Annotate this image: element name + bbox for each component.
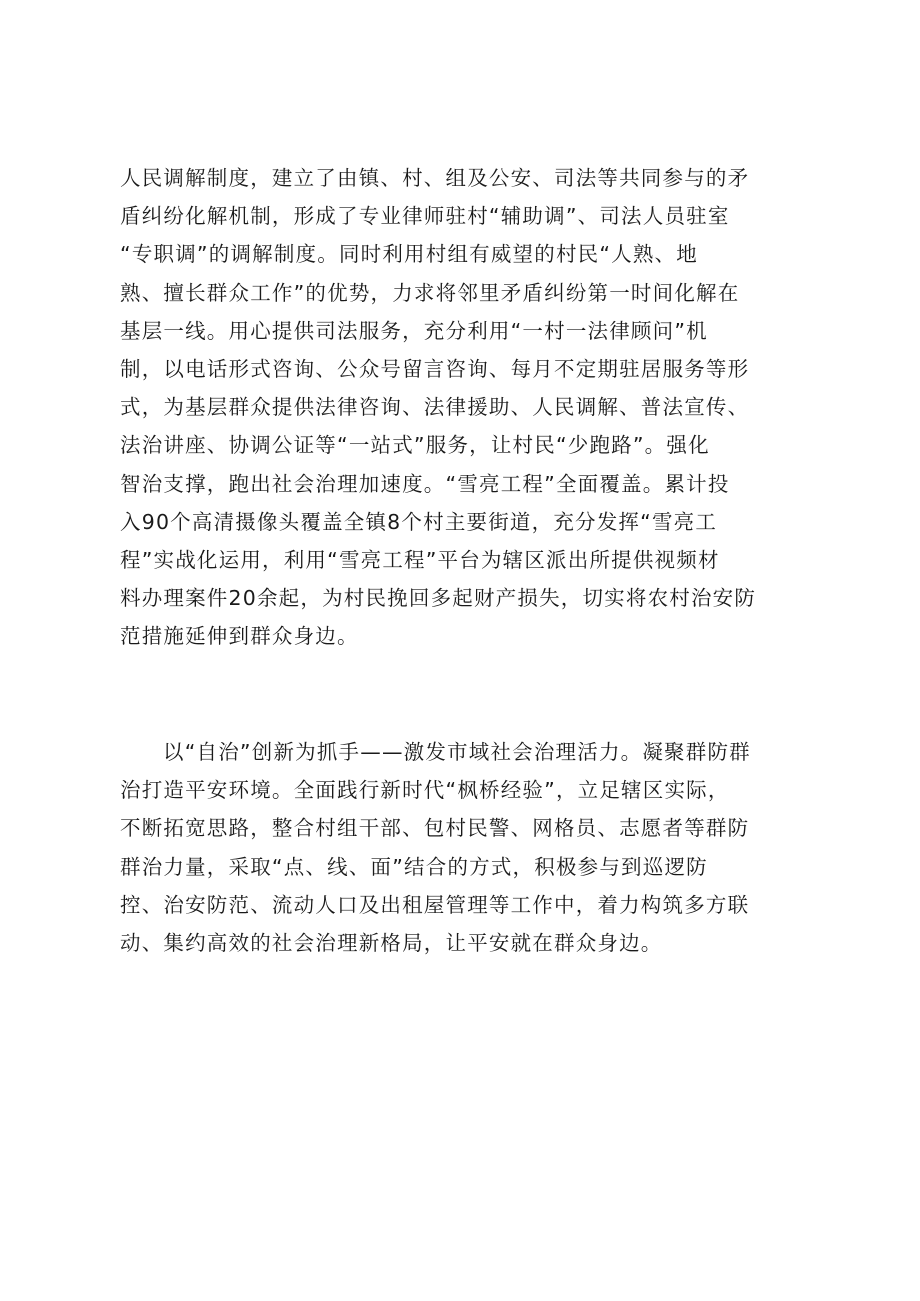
text-line: 治打造平安环境。全面践行新时代“枫桥经验”，立足辖区实际，	[120, 778, 730, 803]
text-line: 不断拓宽思路，整合村组干部、包村民警、网格员、志愿者等群防	[120, 816, 750, 841]
text-line: 法治讲座、协调公证等“一站式”服务，让村民“少跑路”。强化	[120, 433, 710, 458]
paragraph-2	[120, 733, 810, 962]
text-line: 盾纠纷化解机制，形成了专业律师驻村“辅助调”、司法人员驻室	[120, 204, 730, 229]
text-line: 程”实战化运用，利用“雪亮工程”平台为辖区派出所提供视频材	[120, 547, 720, 572]
text-line: 熟、擅长群众工作”的优势，力求将邻里矛盾纠纷第一时间化解在	[120, 280, 740, 305]
text-line: 式，为基层群众提供法律咨询、法律援助、人民调解、普法宣传、	[120, 395, 750, 420]
text-line: 人民调解制度，建立了由镇、村、组及公安、司法等共同参与的矛	[120, 166, 750, 190]
text-line: 智治支撑，跑出社会治理加速度。“雪亮工程”全面覆盖。累计投	[120, 471, 730, 496]
paragraph-1	[120, 159, 810, 655]
text-line: 制，以电话形式咨询、公众号留言咨询、每月不定期驻居服务等形	[120, 356, 750, 381]
text-line: 料办理案件20余起，为村民挽回多起财产损失，切实将农村治安防	[120, 586, 757, 611]
text-line: 入90个高清摄像头覆盖全镇8个村主要街道，充分发挥“雪亮工	[120, 509, 718, 534]
text-line: 以“自治”创新为抓手——激发市域社会治理活力。凝聚群防群	[163, 740, 751, 764]
text-line: “专职调”的调解制度。同时利用村组有威望的村民“人熟、地	[120, 242, 698, 267]
text-line: 动、集约高效的社会治理新格局，让平安就在群众身边。	[120, 930, 663, 955]
text-line: 控、治安防范、流动人口及出租屋管理等工作中，着力构筑多方联	[120, 892, 750, 917]
text-line: 群治力量，采取“点、线、面”结合的方式，积极参与到巡逻防	[120, 854, 708, 879]
text-line: 基层一线。用心提供司法服务，充分利用“一村一法律顾问”机	[120, 318, 708, 343]
text-line: 范措施延伸到群众身边。	[120, 624, 359, 649]
